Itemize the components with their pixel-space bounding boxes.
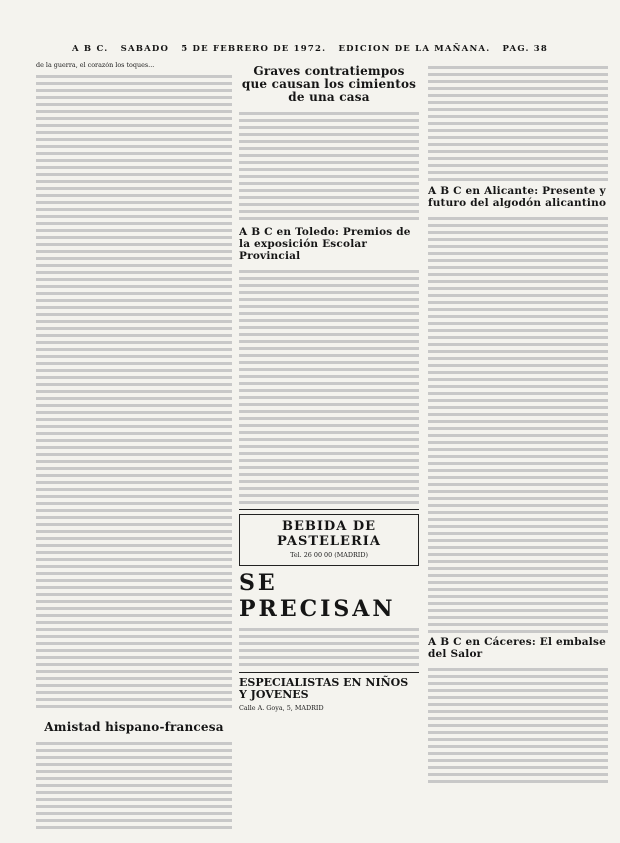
issue-date: 5 DE FEBRERO DE 1972. — [181, 44, 327, 54]
column-2 — [239, 62, 419, 837]
ad-body-text — [239, 624, 419, 669]
article-body-text — [428, 62, 608, 182]
divider — [239, 509, 419, 510]
headline-alicante: A B C en Alicante: Presente y futuro del algodón alicantino — [428, 185, 607, 209]
ad-1-body: Tel. 26 00 00 (MADRID) — [290, 551, 368, 559]
ad-se-precisan: SE PRECISAN — [239, 570, 396, 623]
article-body-text — [239, 266, 419, 506]
headline-caceres: A B C en Cáceres: El embalse del Salor — [428, 636, 606, 660]
headline-cimientos: Graves contratiempos que causan los cimientos de una casa — [241, 64, 417, 104]
article-body-text — [428, 213, 608, 633]
column-1 — [36, 62, 232, 837]
page-number: PAG. 38 — [502, 44, 549, 54]
article-body-text — [239, 108, 419, 223]
ad-3-body: Calle A. Goya, 5, MADRID — [239, 704, 324, 713]
edition-label: EDICION DE LA MAÑANA. — [338, 44, 491, 54]
ad-especialistas: ESPECIALISTAS EN NIÑOS Y JOVENES — [239, 676, 409, 702]
ad-1-title: BEBIDA DE PASTELERIA — [277, 519, 381, 549]
divider — [239, 672, 419, 673]
page-header — [0, 44, 620, 60]
headline-amistad: Amistad hispano-francesa — [44, 720, 224, 735]
publication-name: A B C. — [71, 44, 109, 54]
column-3 — [428, 62, 608, 837]
article-body-text — [36, 738, 232, 833]
ad-box-1 — [239, 514, 419, 566]
article-body-text — [428, 664, 608, 784]
headline-toledo: A B C en Toledo: Premios de la exposición Escolar Provincial — [239, 226, 411, 262]
article-body-text — [36, 71, 232, 711]
article-intro: de la guerra, el corazón los toques... — [36, 62, 155, 69]
weekday: SABADO — [120, 44, 170, 54]
